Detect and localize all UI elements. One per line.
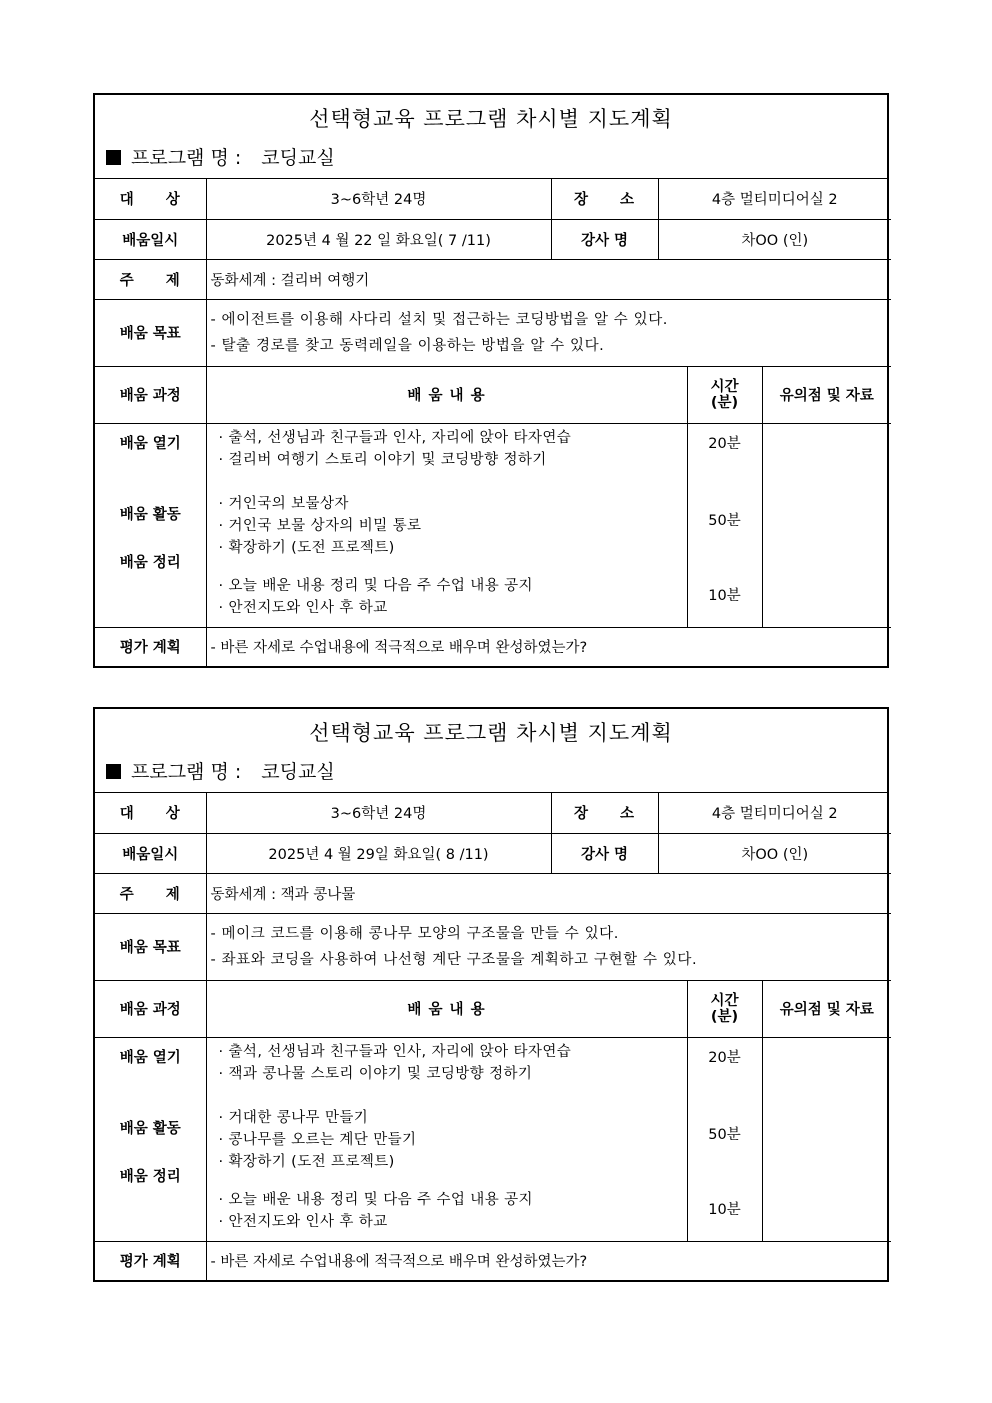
time-activity: 50분 — [708, 1126, 741, 1143]
time-header — [687, 980, 762, 1037]
time-close: 10분 — [708, 1201, 741, 1218]
teacher-value: 차OO (인) — [658, 833, 891, 873]
time-values — [687, 1037, 762, 1241]
teacher-label: 강사 명 — [551, 219, 658, 259]
time-header-label: 시간 — [710, 378, 739, 395]
time-activity: 50분 — [708, 512, 741, 529]
teacher-label: 강사 명 — [551, 833, 658, 873]
square-bullet-icon — [106, 150, 121, 165]
process-header: 배움 과정 — [95, 980, 206, 1037]
lesson-content — [206, 423, 687, 627]
square-bullet-icon — [106, 764, 121, 779]
teacher-value: 차OO (인) — [658, 219, 891, 259]
content-item: · 확장하기 (도전 프로젝트) — [218, 1153, 395, 1170]
topic-value: 동화세계 : 잭과 콩나물 — [206, 873, 891, 913]
time-values — [687, 423, 762, 627]
plan-table — [95, 179, 891, 666]
stage-activity-label: 배움 활동 — [119, 506, 181, 523]
plan-header — [95, 95, 887, 179]
notes-cell — [762, 1037, 891, 1241]
plan-table — [95, 793, 891, 1280]
goal-list — [206, 913, 891, 980]
content-item: · 콩나무를 오르는 계단 만들기 — [218, 1131, 417, 1148]
stage-open-label: 배움 열기 — [119, 435, 181, 452]
goal-label: 배움 목표 — [95, 299, 206, 366]
lesson-plan-2 — [93, 707, 889, 1282]
program-line — [106, 757, 335, 784]
content-item: · 거인국 보물 상자의 비밀 통로 — [218, 517, 422, 534]
date-label: 배움일시 — [95, 219, 206, 259]
eval-label: 평가 계획 — [95, 627, 206, 666]
stage-close-label: 배움 정리 — [119, 1168, 181, 1185]
target-value: 3~6학년 24명 — [206, 179, 551, 219]
goal-item: - 에이전트를 이용해 사다리 설치 및 접근하는 코딩방법을 알 수 있다. — [210, 311, 669, 328]
time-header — [687, 366, 762, 423]
content-item: · 안전지도와 인사 후 하교 — [218, 1213, 388, 1230]
content-item: · 잭과 콩나물 스토리 이야기 및 코딩방향 정하기 — [218, 1065, 533, 1082]
content-header: 배 움 내 용 — [206, 366, 687, 423]
place-label: 장 소 — [551, 793, 658, 833]
goal-item: - 탈출 경로를 찾고 동력레일을 이용하는 방법을 알 수 있다. — [210, 337, 605, 354]
time-open: 20분 — [708, 435, 741, 452]
place-label: 장 소 — [551, 179, 658, 219]
plan-title: 선택형교육 프로그램 차시별 지도계획 — [309, 721, 673, 745]
program-label: 프로그램 명 : — [131, 761, 242, 783]
content-item: · 확장하기 (도전 프로젝트) — [218, 539, 395, 556]
program-label: 프로그램 명 : — [131, 147, 242, 169]
content-item: · 오늘 배운 내용 정리 및 다음 주 수업 내용 공지 — [218, 1191, 533, 1208]
program-name: 코딩교실 — [261, 147, 335, 169]
stage-labels — [95, 1037, 206, 1241]
program-name: 코딩교실 — [261, 761, 335, 783]
time-header-unit: (분) — [710, 1008, 739, 1025]
goal-item: - 메이크 코드를 이용해 콩나무 모양의 구조물을 만들 수 있다. — [210, 925, 619, 942]
goal-label: 배움 목표 — [95, 913, 206, 980]
goal-item: - 좌표와 코딩을 사용하여 나선형 계단 구조물을 계획하고 구현할 수 있다. — [210, 951, 698, 968]
content-header: 배 움 내 용 — [206, 980, 687, 1037]
place-value: 4층 멀티미디어실 2 — [658, 179, 891, 219]
stage-labels — [95, 423, 206, 627]
time-close: 10분 — [708, 587, 741, 604]
stage-close-label: 배움 정리 — [119, 554, 181, 571]
content-item: · 오늘 배운 내용 정리 및 다음 주 수업 내용 공지 — [218, 577, 533, 594]
plan-header — [95, 709, 887, 793]
time-open: 20분 — [708, 1049, 741, 1066]
content-item: · 출석, 선생님과 친구들과 인사, 자리에 앉아 타자연습 — [218, 1043, 572, 1060]
notes-cell — [762, 423, 891, 627]
lesson-content — [206, 1037, 687, 1241]
topic-label: 주 제 — [95, 873, 206, 913]
plan-title: 선택형교육 프로그램 차시별 지도계획 — [309, 107, 673, 131]
process-header: 배움 과정 — [95, 366, 206, 423]
time-header-unit: (분) — [710, 394, 739, 411]
date-value: 2025년 4 월 22 일 화요일( 7 /11) — [206, 219, 551, 259]
time-header-label: 시간 — [710, 992, 739, 1009]
topic-value: 동화세계 : 걸리버 여행기 — [206, 259, 891, 299]
topic-label: 주 제 — [95, 259, 206, 299]
content-item: · 안전지도와 인사 후 하교 — [218, 599, 388, 616]
lesson-plan-1 — [93, 93, 889, 668]
eval-value: - 바른 자세로 수업내용에 적극적으로 배우며 완성하였는가? — [206, 627, 891, 666]
program-line — [106, 143, 335, 170]
eval-value: - 바른 자세로 수업내용에 적극적으로 배우며 완성하였는가? — [206, 1241, 891, 1280]
target-label: 대 상 — [95, 793, 206, 833]
content-item: · 출석, 선생님과 친구들과 인사, 자리에 앉아 타자연습 — [218, 429, 572, 446]
place-value: 4층 멀티미디어실 2 — [658, 793, 891, 833]
notes-header: 유의점 및 자료 — [762, 980, 891, 1037]
stage-activity-label: 배움 활동 — [119, 1120, 181, 1137]
eval-label: 평가 계획 — [95, 1241, 206, 1280]
goal-list — [206, 299, 891, 366]
target-label: 대 상 — [95, 179, 206, 219]
date-label: 배움일시 — [95, 833, 206, 873]
stage-open-label: 배움 열기 — [119, 1049, 181, 1066]
content-item: · 거대한 콩나무 만들기 — [218, 1109, 369, 1126]
target-value: 3~6학년 24명 — [206, 793, 551, 833]
date-value: 2025년 4 월 29일 화요일( 8 /11) — [206, 833, 551, 873]
content-item: · 거인국의 보물상자 — [218, 495, 349, 512]
content-item: · 걸리버 여행기 스토리 이야기 및 코딩방향 정하기 — [218, 451, 547, 468]
notes-header: 유의점 및 자료 — [762, 366, 891, 423]
